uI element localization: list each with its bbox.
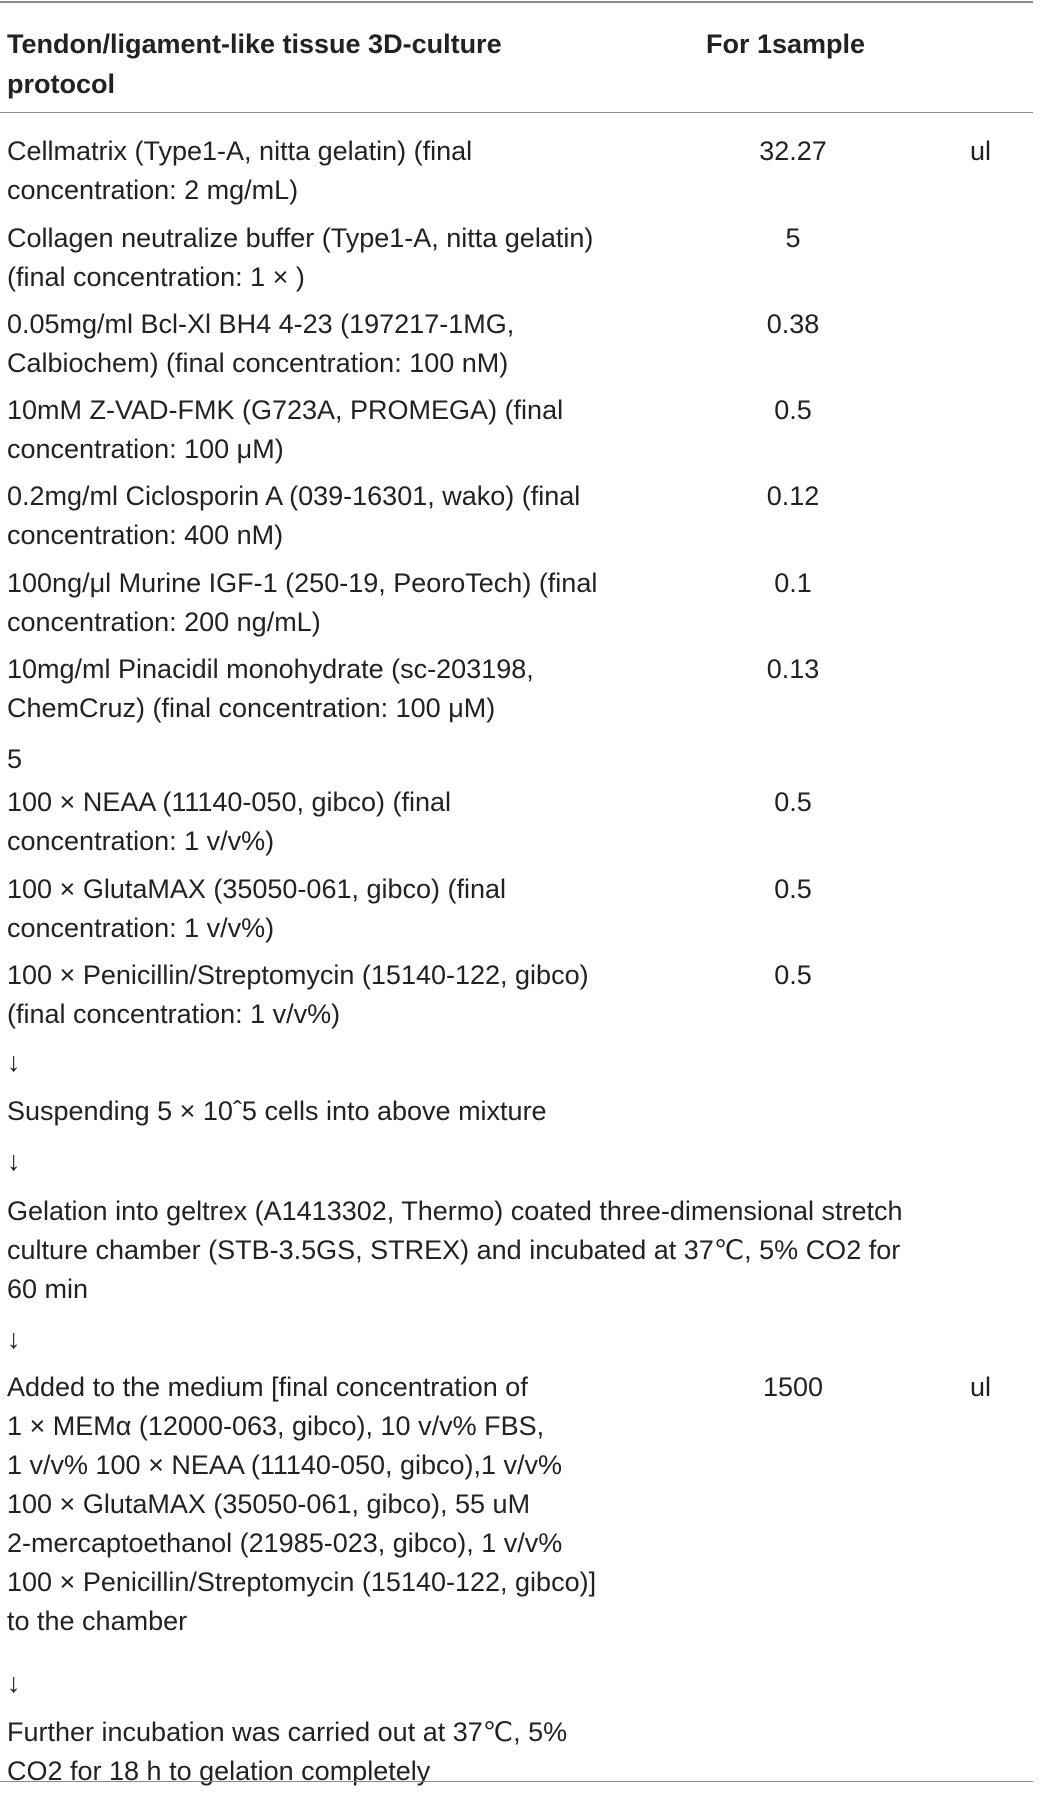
- table-row-description: [7, 391, 563, 469]
- table-header-rule: [0, 112, 1033, 113]
- description-line: 1 × MEMα (12000-063, gibco), 10 v/v% FBS,: [7, 1411, 545, 1441]
- table-row-unit: ul: [970, 1372, 992, 1402]
- description-line: ↓: [7, 1047, 21, 1077]
- description-line: culture chamber (STB-3.5GS, STREX) and incubated at 37℃, 5% CO2 for: [7, 1235, 901, 1265]
- description-line: 100 × Penicillin/Streptomycin (15140-122, gibco)]: [7, 1567, 597, 1597]
- description-line: 60 min: [7, 1274, 89, 1304]
- description-line: ChemCruz) (final concentration: 100 μM): [7, 693, 496, 723]
- description-line: (final concentration: 1 × ): [7, 262, 305, 292]
- description-line: ↓: [7, 1146, 21, 1176]
- description-line: to the chamber: [7, 1606, 188, 1636]
- description-line: 0.2mg/ml Ciclosporin A (039-16301, wako) (final: [7, 481, 581, 511]
- table-row-description: [7, 1368, 596, 1641]
- table-row-unit: ul: [970, 136, 992, 166]
- table-row-description: [7, 956, 589, 1034]
- table-bottom-rule: [0, 1781, 1033, 1782]
- table-row-amount: 32.27: [759, 136, 827, 166]
- description-line: 2-mercaptoethanol (21985-023, gibco), 1 v/v%: [7, 1528, 563, 1558]
- table-row-amount: 5: [785, 223, 801, 253]
- table-row-description: [7, 1142, 21, 1181]
- description-line: CO2 for 18 h to gelation completely: [7, 1756, 431, 1786]
- description-line: concentration: 200 ng/mL): [7, 607, 321, 637]
- description-line: concentration: 400 nM): [7, 520, 284, 550]
- description-line: 100 × NEAA (11140-050, gibco) (final: [7, 787, 452, 817]
- header-protocol-line2: protocol: [7, 69, 115, 99]
- table-row-description: [7, 219, 593, 297]
- table-row-description: [7, 1092, 547, 1131]
- description-line: 10mg/ml Pinacidil monohydrate (sc-203198,: [7, 654, 534, 684]
- header-amount: For 1sample: [706, 29, 866, 59]
- description-line: 10mM Z-VAD-FMK (G723A, PROMEGA) (final: [7, 395, 564, 425]
- description-line: 0.05mg/ml Bcl-Xl BH4 4-23 (197217-1MG,: [7, 309, 515, 339]
- table-row-description: [7, 1192, 903, 1309]
- table-row-description: [7, 132, 472, 210]
- table-row-amount: 0.5: [774, 395, 812, 425]
- table-row-description: [7, 740, 22, 779]
- table-row-amount: 0.13: [766, 654, 820, 684]
- table-row-description: [7, 305, 514, 383]
- description-line: 100ng/μl Murine IGF-1 (250-19, PeoroTech) (final: [7, 568, 598, 598]
- description-line: (final concentration: 1 v/v%): [7, 999, 341, 1029]
- description-line: concentration: 1 v/v%): [7, 826, 275, 856]
- description-line: 1 v/v% 100 × NEAA (11140-050, gibco),1 v/v%: [7, 1450, 563, 1480]
- description-line: 100 × Penicillin/Streptomycin (15140-122, gibco): [7, 960, 589, 990]
- table-row-amount: 0.12: [766, 481, 820, 511]
- description-line: 100 × GlutaMAX (35050-061, gibco), 55 uM: [7, 1489, 531, 1519]
- table-row-amount: 0.38: [766, 309, 820, 339]
- description-line: 100 × GlutaMAX (35050-061, gibco) (final: [7, 874, 507, 904]
- description-line: Added to the medium [final concentration of: [7, 1372, 528, 1402]
- description-line: concentration: 1 v/v%): [7, 913, 275, 943]
- description-line: 5: [7, 744, 23, 774]
- description-line: concentration: 2 mg/mL): [7, 175, 299, 205]
- table-row-description: [7, 650, 534, 728]
- header-protocol: [7, 24, 502, 104]
- header-protocol-line1: Tendon/ligament-like tissue 3D-culture: [7, 29, 502, 59]
- table-row-description: [7, 1320, 21, 1359]
- table-row-description: [7, 1043, 21, 1082]
- description-line: Cellmatrix (Type1-A, nitta gelatin) (final: [7, 136, 473, 166]
- table-row-description: [7, 477, 580, 555]
- table-row-description: [7, 1664, 21, 1703]
- table-top-rule: [0, 1, 1033, 3]
- description-line: Suspending 5 × 10ˆ5 cells into above mixture: [7, 1096, 547, 1126]
- table-row-amount: 1500: [762, 1372, 824, 1402]
- description-line: Gelation into geltrex (A1413302, Thermo) coated three-dimensional stretch: [7, 1196, 903, 1226]
- description-line: Calbiochem) (final concentration: 100 nM): [7, 348, 509, 378]
- description-line: Collagen neutralize buffer (Type1-A, nitta gelatin): [7, 223, 594, 253]
- table-row-description: [7, 783, 451, 861]
- table-row-amount: 0.5: [774, 787, 812, 817]
- description-line: ↓: [7, 1668, 21, 1698]
- table-row-description: [7, 564, 597, 642]
- table-row-amount: 0.5: [774, 960, 812, 990]
- table-row-description: [7, 870, 506, 948]
- description-line: Further incubation was carried out at 37℃, 5%: [7, 1717, 568, 1747]
- description-line: concentration: 100 μM): [7, 434, 284, 464]
- table-row-description: [7, 1713, 567, 1791]
- table-row-amount: 0.5: [774, 874, 812, 904]
- table-row-amount: 0.1: [774, 568, 812, 598]
- description-line: ↓: [7, 1324, 21, 1354]
